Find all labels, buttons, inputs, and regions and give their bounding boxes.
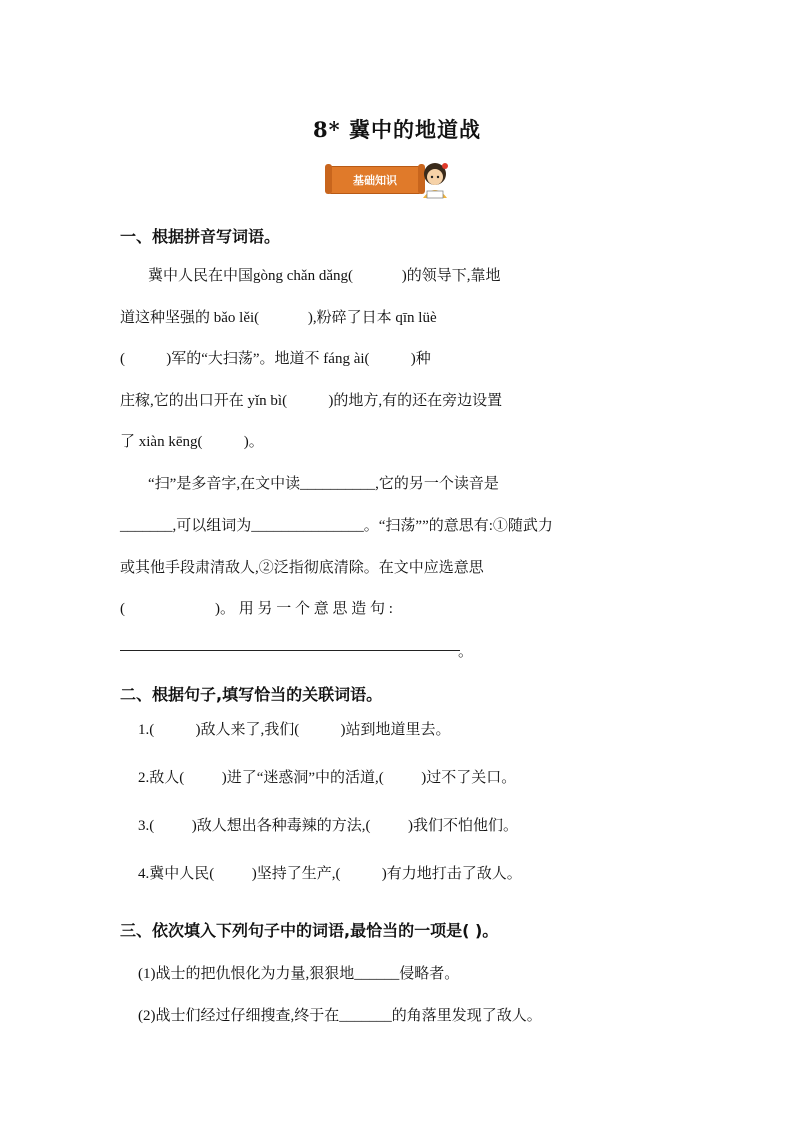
- section3-heading: 三、依次填入下列句子中的词语,最恰当的一项是( )。: [120, 921, 499, 940]
- section1-line: ( )军的“大扫荡”。地道不 fáng ài( )种: [120, 351, 431, 367]
- section2-item: 2.敌人( )进了“迷惑洞”中的活道,( )过不了关口。: [138, 770, 517, 786]
- section-banner: [328, 160, 452, 200]
- section1-line: 或其他手段肃清敌人,②泛指彻底清除。在文中应选意思: [120, 560, 484, 576]
- section2-item: 3.( )敌人想出各种毒辣的方法,( )我们不怕他们。: [138, 818, 518, 834]
- section1-line: _______,可以组词为_______________。“扫荡””的意思有:①随武力: [120, 518, 553, 534]
- section1-line: 道这种坚强的 bǎo lěi( ),粉碎了日本 qīn lüè: [120, 310, 437, 326]
- page-title: 8* 冀中的地道战: [313, 117, 481, 142]
- section1-line: 庄稼,它的出口开在 yǐn bì( )的地方,有的还在旁边设置: [120, 393, 503, 409]
- section2-heading: 二、根据句子,填写恰当的关联词语。: [120, 685, 383, 704]
- section3-item: (1)战士的把仇恨化为力量,狠狠地______侵略者。: [138, 966, 460, 982]
- section3-item: (2)战士们经过仔细搜查,终于在_______的角落里发现了敌人。: [138, 1008, 542, 1024]
- section2-item: 4.冀中人民( )坚持了生产,( )有力地打击了敌人。: [138, 866, 522, 882]
- student-reading-icon: [418, 160, 452, 200]
- section1-line: “扫”是多音字,在文中读__________,它的另一个读音是: [148, 476, 499, 492]
- section1-line: 了 xiàn kēng( )。: [120, 434, 264, 450]
- banner-label: 基础知识: [353, 174, 397, 187]
- end-mark: 。: [458, 642, 474, 660]
- section1-line: 冀中人民在中国gòng chǎn dǎng( )的领导下,靠地: [148, 268, 501, 284]
- section1-heading: 一、根据拼音写词语。: [120, 227, 281, 246]
- section2-item: 1.( )敌人来了,我们( )站到地道里去。: [138, 722, 451, 738]
- scroll-banner: [328, 166, 422, 194]
- answer-underline[interactable]: [120, 650, 460, 651]
- section1-line: ( )。 用 另 一 个 意 思 造 句 :: [120, 601, 393, 617]
